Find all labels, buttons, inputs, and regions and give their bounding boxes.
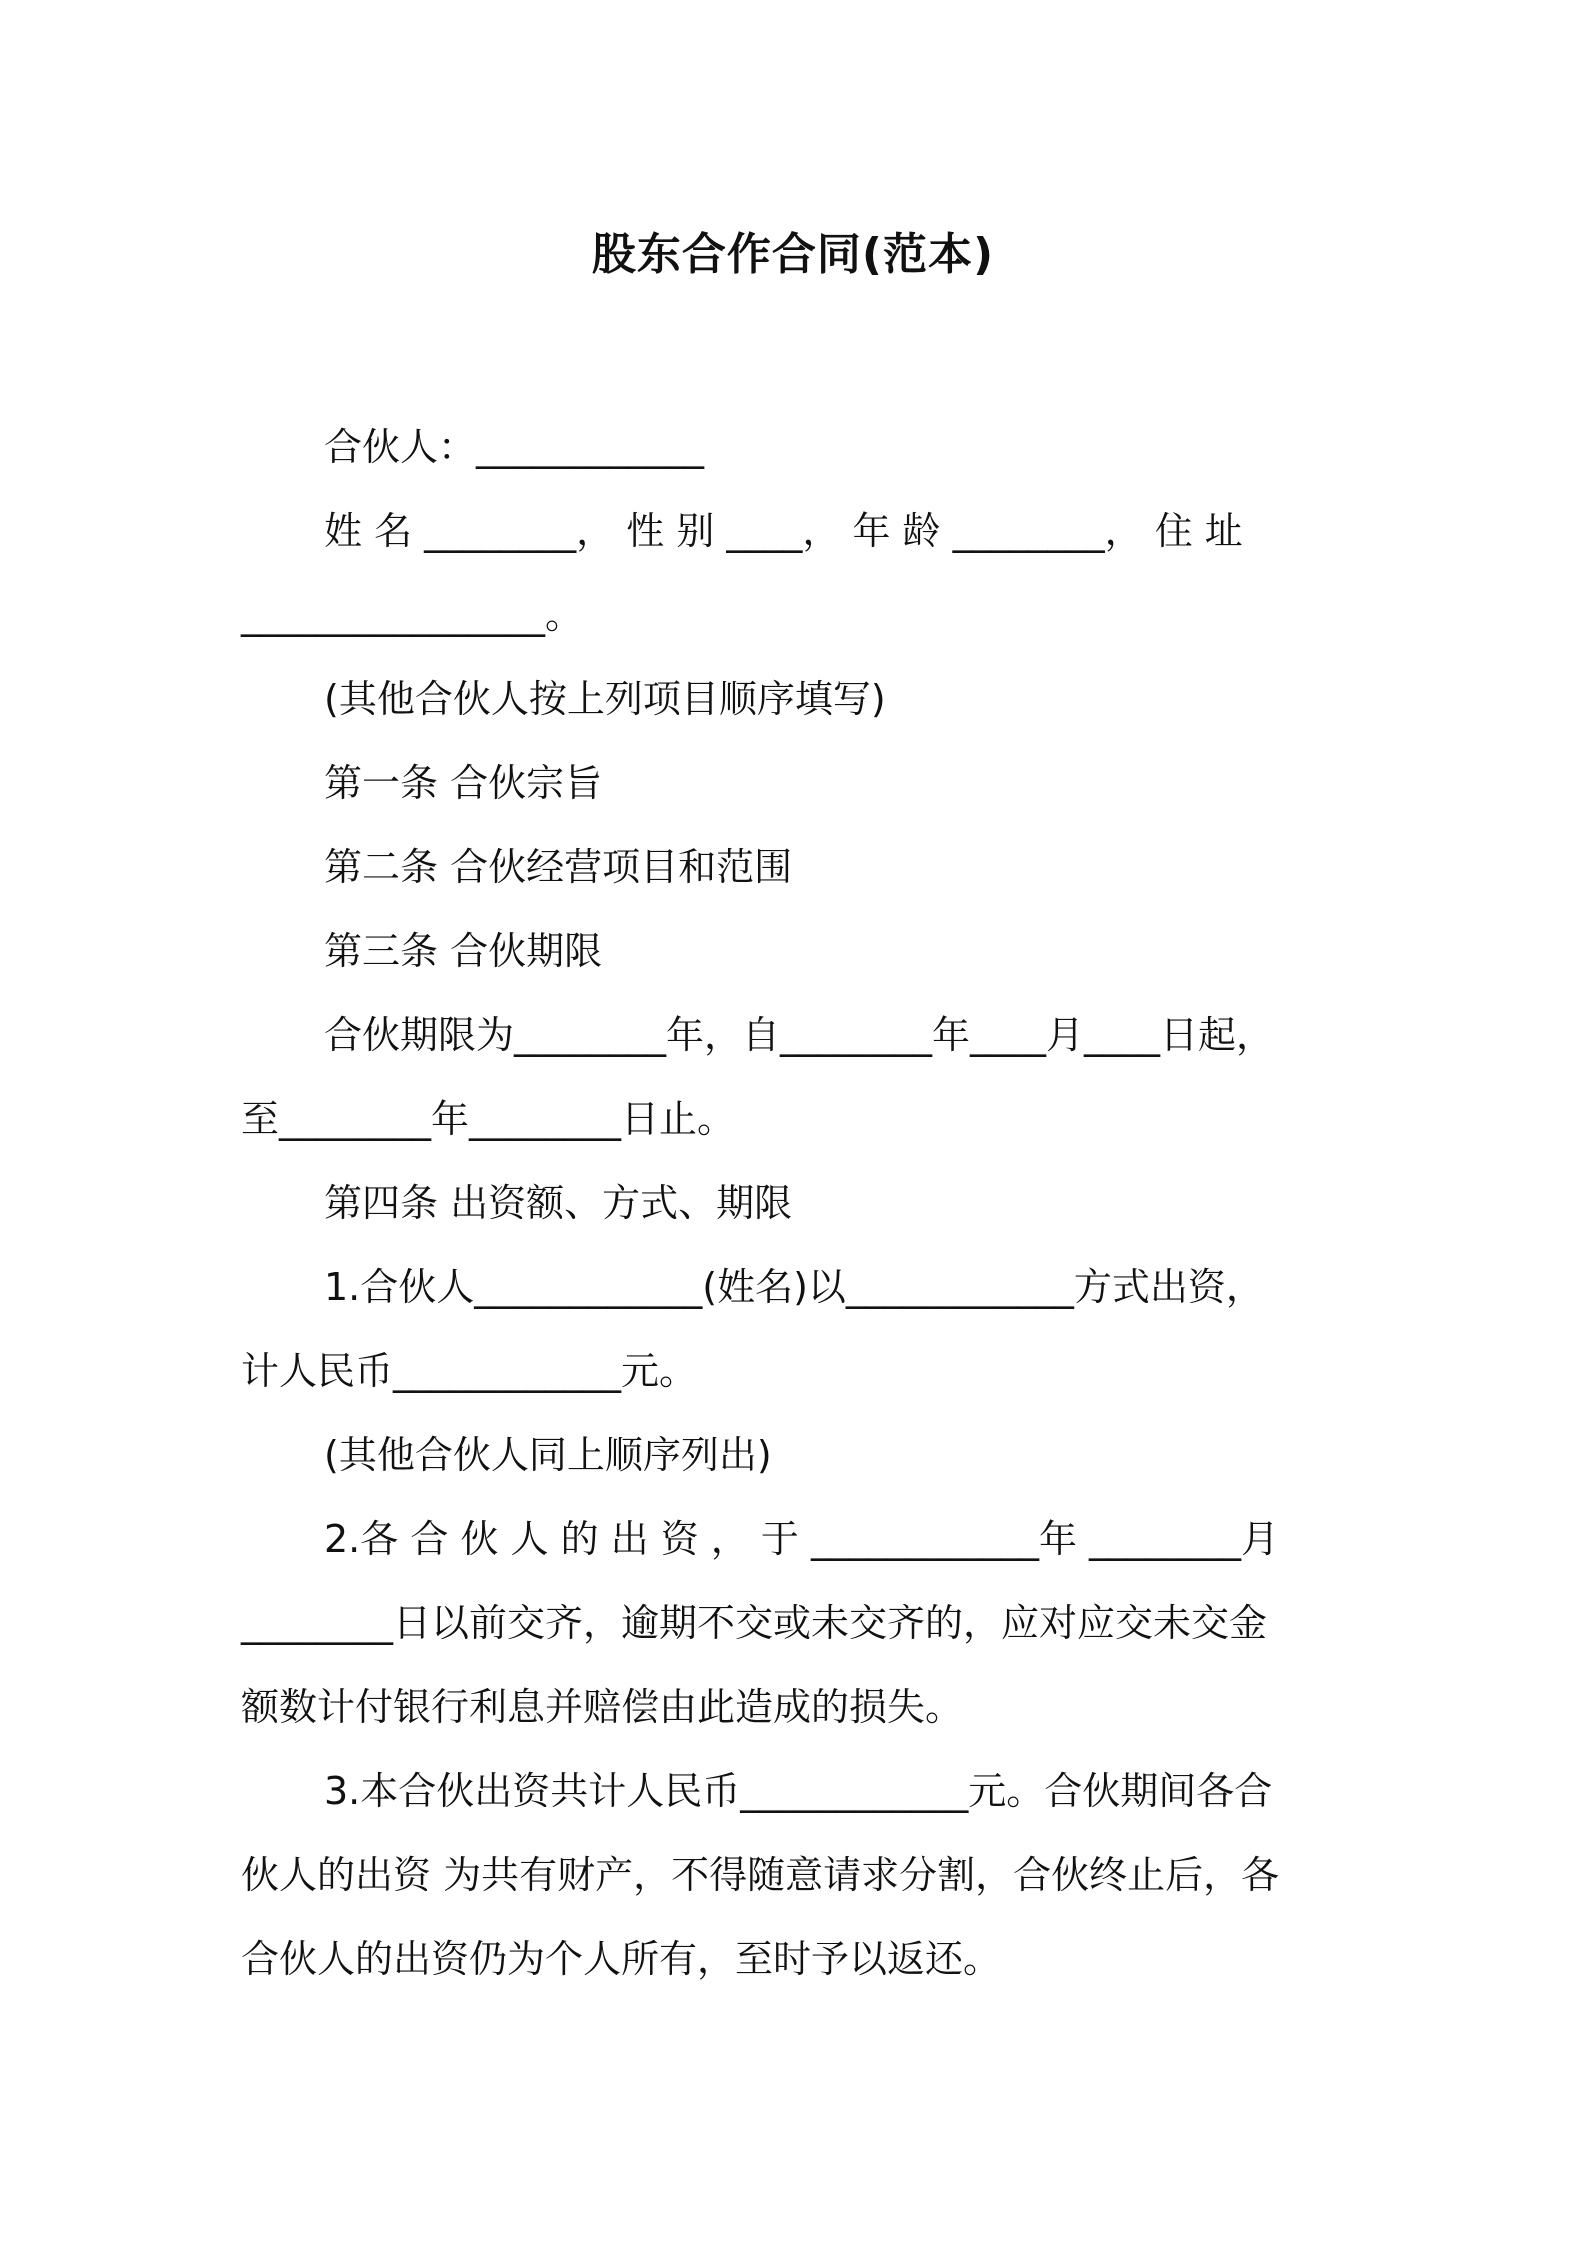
document-body xyxy=(241,405,1351,2001)
article-1-heading: 第一条 合伙宗旨 xyxy=(324,761,603,805)
other-partners-note: (其他合伙人按上列项目顺序填写) xyxy=(324,677,886,721)
payment-deadline-line-1: 2.各 合 伙 人 的 出 资 ， 于 ____________年 ________月 xyxy=(324,1517,1280,1561)
total-contribution-line-1: 3.本合伙出资共计人民币____________元。合伙期间各合 xyxy=(324,1769,1273,1813)
payment-deadline-line-3: 额数计付银行利息并赔偿由此造成的损失。 xyxy=(241,1685,964,1729)
term-line-2: 至________年________日止。 xyxy=(241,1097,736,1141)
article-4-heading: 第四条 出资额、方式、期限 xyxy=(324,1181,793,1225)
document-title: 股东合作合同(范本) xyxy=(591,229,995,280)
partner-info-line: 姓 名 ________， 性 别 ____， 年 龄 ________， 住 址 xyxy=(324,509,1243,553)
partner-address-line: ________________。 xyxy=(241,593,584,637)
total-contribution-line-2: 伙人的出资 为共有财产，不得随意请求分割，合伙终止后，各 xyxy=(241,1853,1280,1897)
contribution-line-1: 1.合伙人____________(姓名)以____________方式出资， xyxy=(324,1265,1264,1309)
article-2-heading: 第二条 合伙经营项目和范围 xyxy=(324,845,793,889)
total-contribution-line-3: 合伙人的出资仍为个人所有，至时予以返还。 xyxy=(241,1937,1002,1981)
other-partners-note-2: (其他合伙人同上顺序列出) xyxy=(324,1433,772,1477)
contribution-line-2: 计人民币____________元。 xyxy=(241,1349,698,1393)
partner-line: 合伙人：____________ xyxy=(324,425,705,469)
article-3-heading: 第三条 合伙期限 xyxy=(324,929,603,973)
payment-deadline-line-2: ________日以前交齐，逾期不交或未交齐的，应对应交未交金 xyxy=(241,1601,1268,1645)
term-line-1: 合伙期限为________年，自________年____月____日起， xyxy=(324,1013,1275,1057)
